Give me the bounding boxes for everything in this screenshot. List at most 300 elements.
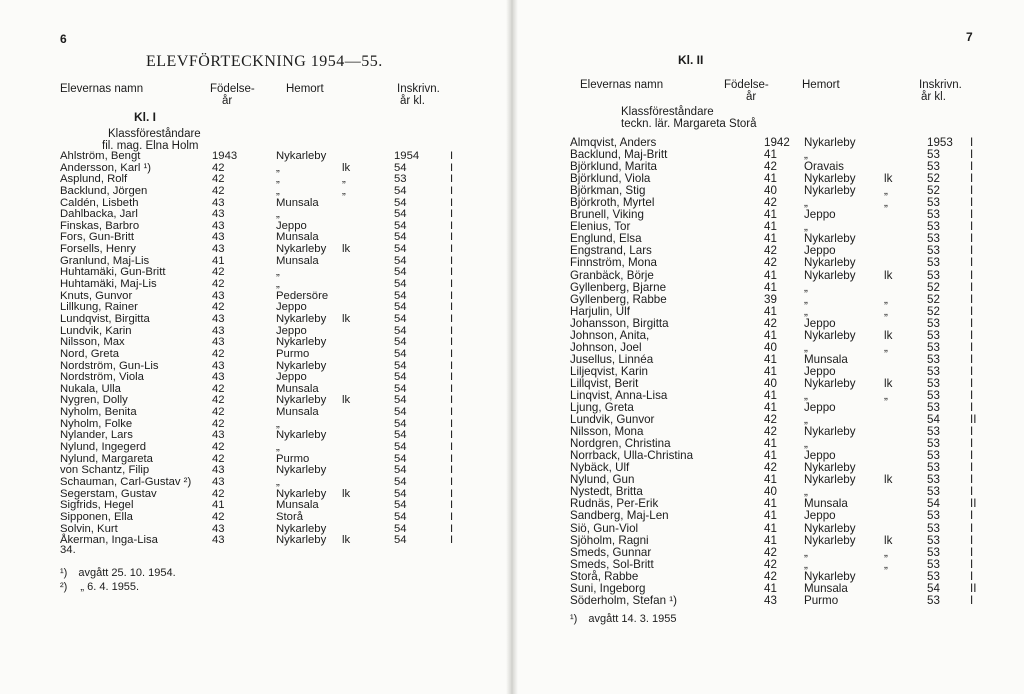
home-town: Nykarleby [276, 534, 327, 547]
enrolled-year: 53 [927, 328, 940, 342]
birth-year: 42 [212, 510, 225, 523]
enrolled-year: 54 [927, 413, 940, 427]
enrolled-class: I [970, 232, 974, 246]
enrolled-class: I [970, 184, 974, 198]
enrolled-class: I [450, 150, 454, 162]
birth-year: 43 [212, 243, 225, 256]
enrolled-year: 54 [394, 487, 407, 500]
student-name: Nordgren, Christina [570, 437, 671, 451]
enrolled-class: I [970, 328, 974, 342]
home-town: „ [276, 266, 280, 279]
home-town: Nykarleby [804, 232, 856, 246]
enrolled-year: 54 [394, 278, 407, 291]
home-town: Munsala [276, 499, 319, 512]
header-enrolled: Inskrivn. [397, 83, 440, 95]
birth-year: 43 [212, 534, 225, 547]
home-town: Munsala [804, 352, 848, 366]
student-name: Ljung, Greta [570, 401, 634, 415]
student-name: Nyholm, Benita [60, 406, 137, 419]
birth-year: 43 [212, 208, 225, 221]
enrolled-year: 53 [927, 268, 940, 282]
student-name: Sjöholm, Ragni [570, 533, 649, 547]
home-note: „ [342, 184, 346, 197]
birth-year: 43 [212, 324, 225, 337]
enrolled-year: 54 [927, 497, 940, 511]
birth-year: 42 [212, 278, 225, 291]
student-name: Finskas, Barbro [60, 219, 140, 232]
student-name: Nordström, Gun-Lis [60, 359, 159, 372]
student-row [570, 583, 990, 595]
birth-year: 42 [212, 173, 225, 186]
home-town: Pedersöre [276, 289, 329, 302]
enrolled-class: I [450, 278, 454, 291]
home-town: Jeppo [804, 449, 836, 463]
student-name: Nord, Greta [60, 347, 120, 360]
student-name: Sigfrids, Hegel [60, 499, 134, 512]
birth-year: 42 [212, 382, 225, 395]
home-note: lk [342, 394, 351, 407]
birth-year: 42 [764, 557, 777, 571]
enrolled-class: II [970, 497, 977, 511]
enrolled-year: 1953 [927, 136, 953, 149]
home-town: Purmo [276, 452, 310, 465]
enrolled-class: I [450, 359, 454, 372]
student-name: Nilsson, Max [60, 336, 125, 349]
birth-year: 42 [212, 452, 225, 465]
student-name: Ahlström, Bengt [60, 150, 141, 162]
student-name: Forsells, Henry [60, 243, 136, 256]
birth-year: 42 [212, 487, 225, 500]
student-name: Knuts, Gunvor [60, 289, 133, 302]
enrolled-year: 54 [927, 581, 940, 595]
header-name: Elevernas namn [580, 79, 664, 91]
enrolled-class: I [450, 301, 454, 314]
enrolled-class: I [450, 289, 454, 302]
birth-year: 1943 [212, 150, 238, 162]
enrolled-class: I [450, 347, 454, 360]
enrolled-class: I [450, 266, 454, 279]
home-town: Munsala [276, 231, 319, 244]
home-note: lk [884, 172, 893, 186]
enrolled-class: I [970, 425, 974, 439]
enrolled-class: I [970, 401, 974, 415]
birth-year: 41 [212, 499, 225, 512]
enrolled-class: I [450, 417, 454, 430]
home-town: „ [276, 475, 280, 488]
enrolled-class: I [970, 485, 974, 499]
enrolled-class: I [970, 593, 974, 607]
home-town: „ [276, 278, 280, 291]
birth-year: 41 [764, 509, 777, 523]
student-row [60, 535, 480, 547]
footnote-2 [60, 580, 139, 594]
home-town: Nykarleby [804, 136, 856, 149]
student-row [570, 523, 990, 535]
enrolled-class: I [970, 437, 974, 451]
home-town: Munsala [276, 406, 319, 419]
student-name: Englund, Elsa [570, 232, 642, 246]
enrolled-class: I [970, 268, 974, 282]
home-town: Nykarleby [804, 376, 856, 390]
enrolled-year: 53 [927, 148, 940, 162]
birth-year: 40 [764, 340, 777, 354]
footnote-mark: ¹) [570, 613, 578, 625]
enrolled-year: 53 [927, 509, 940, 523]
birth-year: 42 [212, 347, 225, 360]
birth-year: 42 [212, 184, 225, 197]
enrolled-class: I [970, 244, 974, 258]
enrolled-year: 53 [927, 593, 940, 607]
header-birth: Födelse- [724, 79, 769, 91]
home-town: Nykarleby [804, 184, 856, 198]
birth-year: 43 [212, 219, 225, 232]
birth-year: 41 [764, 352, 777, 366]
home-town: „ [804, 388, 808, 402]
enrolled-year: 53 [927, 244, 940, 258]
class-teacher-name: teckn. lär. Margareta Storå [621, 118, 757, 130]
enrolled-class: I [970, 388, 974, 402]
enrolled-year: 52 [927, 184, 940, 198]
enrolled-year: 52 [927, 292, 940, 306]
footnote-text: „ 6. 4. 1955. [80, 581, 140, 593]
enrolled-year: 52 [927, 280, 940, 294]
enrolled-year: 54 [394, 184, 407, 197]
enrolled-year: 54 [394, 371, 407, 384]
enrolled-class: I [450, 464, 454, 477]
enrolled-year: 54 [394, 208, 407, 221]
header-enrolled: Inskrivn. [919, 79, 962, 91]
enrolled-year: 54 [394, 522, 407, 535]
enrolled-class: I [970, 148, 974, 162]
enrolled-year: 54 [394, 406, 407, 419]
student-name: Söderholm, Stefan ¹) [570, 593, 677, 607]
student-name: Nystedt, Britta [570, 485, 643, 499]
enrolled-year: 54 [394, 219, 407, 232]
birth-year: 43 [212, 196, 225, 209]
student-row [570, 294, 990, 306]
home-note: lk [342, 487, 351, 500]
enrolled-year: 54 [394, 394, 407, 407]
birth-year: 41 [764, 581, 777, 595]
student-row [60, 151, 480, 163]
student-name: Sipponen, Ella [60, 510, 133, 523]
home-town: Jeppo [804, 401, 836, 415]
home-note: lk [884, 328, 893, 342]
student-name: Gyllenberg, Rabbe [570, 292, 667, 306]
enrolled-year: 54 [394, 452, 407, 465]
home-town: Munsala [276, 382, 319, 395]
student-name: Björkroth, Myrtel [570, 196, 655, 210]
student-row [60, 512, 480, 524]
home-note: „ [884, 184, 888, 198]
home-note: lk [884, 268, 893, 282]
enrolled-class: I [970, 364, 974, 378]
student-name: Johnson, Anita, [570, 328, 650, 342]
birth-year: 41 [764, 280, 777, 294]
birth-year: 1942 [764, 136, 790, 149]
enrolled-class: I [970, 545, 974, 559]
enrolled-class: I [450, 324, 454, 337]
enrolled-year: 53 [927, 401, 940, 415]
home-town: Nykarleby [276, 394, 327, 407]
header-birth: Födelse- [210, 83, 255, 95]
page-number: 7 [966, 30, 973, 44]
student-name: Fors, Gun-Britt [60, 231, 135, 244]
header-enrolled-year-class: år kl. [400, 95, 425, 107]
birth-year: 43 [212, 231, 225, 244]
enrolled-class: I [970, 316, 974, 330]
enrolled-year: 53 [927, 256, 940, 270]
birth-year: 41 [764, 449, 777, 463]
left-page [0, 0, 508, 694]
enrolled-class: I [450, 243, 454, 256]
enrolled-class: I [970, 220, 974, 234]
enrolled-class: I [970, 160, 974, 174]
home-town: „ [804, 292, 808, 306]
birth-year: 43 [764, 593, 777, 607]
enrolled-class: I [970, 473, 974, 487]
enrolled-year: 53 [927, 521, 940, 535]
enrolled-year: 54 [394, 231, 407, 244]
birth-year: 42 [764, 461, 777, 475]
home-note: „ [884, 557, 888, 571]
birth-year: 41 [764, 388, 777, 402]
enrolled-year: 53 [927, 545, 940, 559]
student-name: Asplund, Rolf [60, 173, 128, 186]
enrolled-class: I [970, 533, 974, 547]
birth-year: 41 [764, 364, 777, 378]
student-list [60, 151, 480, 547]
home-town: „ [804, 280, 808, 294]
student-name: Åkerman, Inga-Lisa [60, 534, 158, 547]
home-town: Nykarleby [276, 150, 327, 162]
home-town: „ [804, 413, 808, 427]
home-town: Jeppo [276, 219, 307, 232]
enrolled-year: 53 [927, 160, 940, 174]
student-name: Elenius, Tor [570, 220, 631, 234]
student-name: Nilsson, Mona [570, 425, 644, 439]
birth-year: 42 [764, 244, 777, 258]
enrolled-year: 54 [394, 161, 407, 174]
birth-year: 41 [764, 533, 777, 547]
student-name: Norrback, Ulla-Christina [570, 449, 694, 463]
home-town: Nykarleby [804, 473, 856, 487]
enrolled-year: 53 [927, 208, 940, 222]
enrolled-year: 1954 [394, 150, 420, 162]
student-name: Granlund, Maj-Lis [60, 254, 150, 267]
enrolled-year: 53 [927, 461, 940, 475]
student-name: Sandberg, Maj-Len [570, 509, 669, 523]
student-name: Johnson, Joel [570, 340, 642, 354]
home-town: „ [804, 485, 808, 499]
enrolled-class: I [970, 352, 974, 366]
student-name: Nordström, Viola [60, 371, 144, 384]
enrolled-class: II [970, 413, 977, 427]
home-town: Nykarleby [804, 425, 856, 439]
home-town: Nykarleby [276, 464, 327, 477]
birth-year: 41 [212, 254, 225, 267]
student-count: 34. [60, 544, 76, 556]
student-row [60, 314, 480, 326]
enrolled-class: I [970, 196, 974, 210]
home-town: Nykarleby [276, 522, 327, 535]
enrolled-year: 53 [927, 364, 940, 378]
student-name: Dahlbacka, Jarl [60, 208, 138, 221]
enrolled-year: 54 [394, 301, 407, 314]
enrolled-year: 53 [927, 220, 940, 234]
enrolled-year: 53 [927, 196, 940, 210]
home-note: „ [884, 196, 888, 210]
birth-year: 41 [764, 328, 777, 342]
birth-year: 42 [764, 316, 777, 330]
header-birth-year: år [746, 91, 757, 103]
birth-year: 42 [212, 301, 225, 314]
enrolled-year: 53 [927, 376, 940, 390]
enrolled-class: I [970, 172, 974, 186]
home-town: Jeppo [804, 364, 836, 378]
student-name: Engstrand, Lars [570, 244, 652, 258]
home-town: Jeppo [276, 371, 307, 384]
student-row [60, 407, 480, 419]
birth-year: 41 [764, 437, 777, 451]
enrolled-class: I [450, 184, 454, 197]
student-name: Huhtamäki, Gun-Britt [60, 266, 166, 279]
enrolled-class: I [450, 161, 454, 174]
student-row [570, 595, 990, 607]
enrolled-class: I [450, 312, 454, 325]
student-name: Finnström, Mona [570, 256, 657, 270]
birth-year: 42 [212, 161, 225, 174]
student-name: Nukala, Ulla [60, 382, 121, 395]
header-home: Hemort [802, 79, 840, 91]
home-town: Purmo [276, 347, 310, 360]
student-row [60, 186, 480, 198]
student-name: Almqvist, Anders [570, 136, 657, 149]
birth-year: 42 [212, 441, 225, 454]
home-town: „ [276, 417, 280, 430]
enrolled-class: I [450, 441, 454, 454]
enrolled-year: 52 [927, 172, 940, 186]
birth-year: 43 [212, 312, 225, 325]
student-name: Granbäck, Börje [570, 268, 654, 282]
birth-year: 41 [764, 497, 777, 511]
enrolled-year: 53 [927, 449, 940, 463]
student-name: Nylander, Lars [60, 429, 133, 442]
birth-year: 40 [764, 376, 777, 390]
student-row [570, 270, 990, 282]
enrolled-class: I [450, 522, 454, 535]
enrolled-year: 53 [927, 316, 940, 330]
home-town: Nykarleby [276, 312, 327, 325]
home-town: „ [804, 437, 808, 451]
student-name: Nybäck, Ulf [570, 461, 630, 475]
home-town: „ [276, 208, 280, 221]
student-name: Lillqvist, Berit [570, 376, 639, 390]
home-town: „ [276, 441, 280, 454]
enrolled-year: 54 [394, 243, 407, 256]
enrolled-class: I [970, 208, 974, 222]
student-name: Schauman, Carl-Gustav ²) [60, 475, 192, 488]
enrolled-class: I [970, 292, 974, 306]
birth-year: 43 [212, 429, 225, 442]
birth-year: 43 [212, 475, 225, 488]
student-row [570, 306, 990, 318]
enrolled-year: 53 [927, 340, 940, 354]
class-teacher-title: Klassföreståndare [108, 128, 201, 140]
student-name: von Schantz, Filip [60, 464, 150, 477]
home-town: Jeppo [276, 301, 307, 314]
enrolled-year: 54 [394, 254, 407, 267]
birth-year: 42 [764, 413, 777, 427]
student-name: Harjulin, Ulf [570, 304, 630, 318]
enrolled-year: 52 [927, 304, 940, 318]
student-name: Solvin, Kurt [60, 522, 118, 535]
footnote-1 [570, 612, 676, 626]
home-town: Nykarleby [276, 429, 327, 442]
enrolled-year: 53 [927, 569, 940, 583]
home-town: Nykarleby [804, 172, 856, 186]
enrolled-year: 54 [394, 534, 407, 547]
student-row [570, 318, 990, 330]
enrolled-class: I [450, 475, 454, 488]
enrolled-class: I [970, 376, 974, 390]
birth-year: 41 [764, 401, 777, 415]
enrolled-year: 54 [394, 266, 407, 279]
enrolled-class: I [970, 557, 974, 571]
footnote-1 [60, 566, 176, 580]
home-note: lk [342, 161, 351, 174]
header-home: Hemort [286, 83, 324, 95]
enrolled-year: 53 [927, 485, 940, 499]
birth-year: 41 [764, 473, 777, 487]
student-name: Liljeqvist, Karin [570, 364, 648, 378]
home-town: Jeppo [804, 316, 836, 330]
enrolled-class: I [450, 510, 454, 523]
page-title: ELEVFÖRTECKNING 1954—55. [146, 53, 383, 70]
enrolled-class: I [450, 208, 454, 221]
home-town: Nykarleby [276, 487, 327, 500]
birth-year: 42 [212, 417, 225, 430]
header-enrolled-year-class: år kl. [921, 91, 946, 103]
birth-year: 43 [212, 371, 225, 384]
home-town: Jeppo [804, 208, 836, 222]
home-town: Nykarleby [804, 268, 856, 282]
birth-year: 41 [764, 304, 777, 318]
enrolled-year: 54 [394, 475, 407, 488]
enrolled-year: 54 [394, 336, 407, 349]
enrolled-class: I [970, 136, 974, 149]
home-town: Oravais [804, 160, 844, 174]
enrolled-year: 54 [394, 196, 407, 209]
enrolled-class: I [450, 499, 454, 512]
student-name: Nylund, Gun [570, 473, 635, 487]
footnote-mark: ¹) [60, 567, 68, 579]
enrolled-class: I [450, 231, 454, 244]
enrolled-class: I [450, 534, 454, 547]
footnote-mark: ²) [60, 581, 68, 593]
enrolled-class: I [970, 304, 974, 318]
student-name: Lillkung, Rainer [60, 301, 138, 314]
birth-year: 42 [212, 266, 225, 279]
home-town: Jeppo [804, 509, 836, 523]
enrolled-class: I [450, 254, 454, 267]
student-name: Johansson, Birgitta [570, 316, 669, 330]
birth-year: 39 [764, 292, 777, 306]
student-name: Björkman, Stig [570, 184, 646, 198]
birth-year: 41 [764, 208, 777, 222]
enrolled-class: I [450, 371, 454, 384]
home-note: lk [884, 376, 893, 390]
